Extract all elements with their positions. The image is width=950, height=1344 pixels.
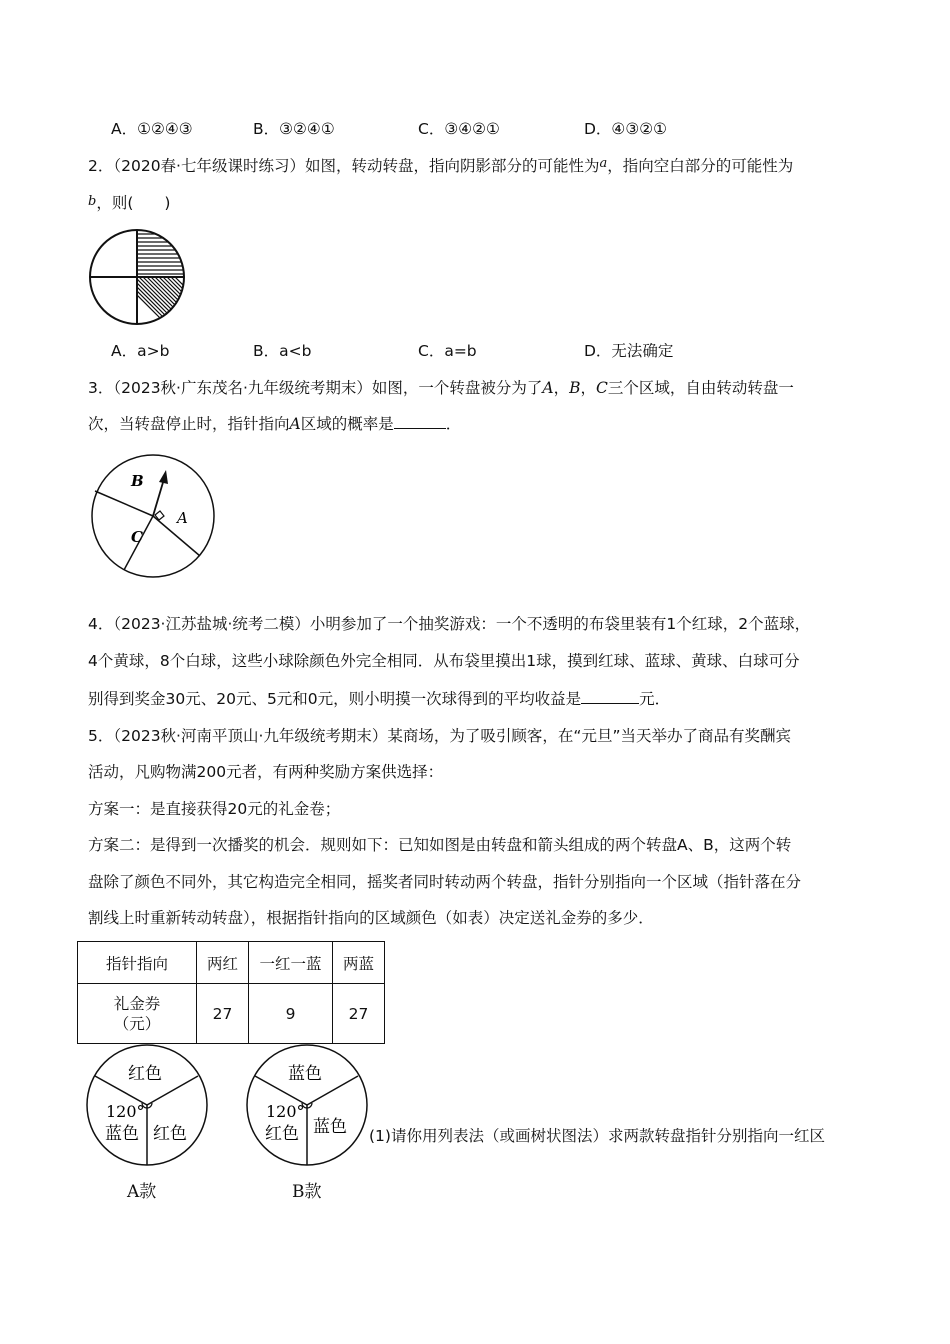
row-label-cell: 礼金券 （元） [78,984,197,1044]
q5-stem-line5: 盘除了颜色不同外，其它构造完全相同，摇奖者同时转动两个转盘，指针分别指向一个区域（指针落在分 [88,873,802,891]
header-cell: 两蓝 [333,942,385,984]
var-a: a [599,156,608,171]
var-b: b [88,194,97,209]
header-cell: 两红 [197,942,249,984]
q5-stem-line1: 5．（2023秋·河南平顶山·九年级统考期末）某商场，为了吸引顾客，在“元旦”当天举办了商品有奖酬宾 [88,727,791,745]
answer-blank [394,414,446,429]
spinner-b-angle-label: 120° [266,1102,305,1121]
value-cell: 9 [249,984,333,1044]
q2-spinner-figure [86,226,188,328]
table-header-row [78,942,385,984]
q4-stem-line3: 别得到奖金30元、20元、5元和0元，则小明摸一次球得到的平均收益是 元． [88,690,671,708]
q4-stem-line2: 4个黄球，8个白球，这些小球除颜色外完全相同．从布袋里摸出1球，摸到红球、蓝球、黄球、白球可分 [88,652,800,670]
label-b: B [131,472,144,490]
label-a: A [177,509,188,527]
spinner-a-left-label: 蓝色 [105,1124,139,1144]
spinner-b-right-label: 蓝色 [313,1117,347,1137]
diagonal-hatch-sector [119,277,185,328]
q3-spinner-figure [88,452,218,582]
spinner-a-top-label: 红色 [128,1064,162,1084]
q4-stem-line1: 4．（2023·江苏盐城·统考二模）小明参加了一个抽奖游戏：一个不透明的布袋里装有1个红球，2个蓝球， [88,615,811,633]
spinner-a-angle-label: 120° [106,1102,145,1121]
spinner-b-top-label: 蓝色 [288,1064,322,1084]
q1-option-c: C．③④②① [418,120,500,138]
q2-option-b: B．a<b [253,342,312,360]
header-cell: 指针指向 [78,942,197,984]
value-cell: 27 [333,984,385,1044]
spinner-b-caption: B款 [292,1182,322,1202]
spinner-b-figure [244,1044,372,1172]
label-c: C [131,528,143,546]
spinner-b-left-label: 红色 [265,1124,299,1144]
table-row [78,984,385,1044]
spinner-a-figure [84,1044,212,1172]
q1-option-b: B．③②④① [253,120,335,138]
q2-option-d: D．无法确定 [584,342,674,360]
q2-option-a: A．a>b [111,342,170,360]
q3-stem-line1: 3．（2023秋·广东茂名·九年级统考期末）如图，一个转盘被分为了A，B，C三个区域，自由转动转盘一 [88,379,794,397]
q2-option-c: C．a=b [418,342,477,360]
header-cell: 一红一蓝 [249,942,333,984]
q1-option-a: A．①②④③ [111,120,193,138]
q5-stem-line3: 方案一：是直接获得20元的礼金卷； [88,800,341,818]
reward-table [77,941,385,1044]
pointer-arrow-icon [159,470,168,484]
q5-stem-line4: 方案二：是得到一次播奖的机会．规则如下：已知如图是由转盘和箭头组成的两个转盘A、B，这两个转 [88,836,792,854]
q2-stem-line1: 2．（2020春·七年级课时练习）如图，转动转盘，指向阴影部分的可能性为$^a$，指向空白部分的可能性为 [88,156,794,175]
q5-stem-line2: 活动，凡购物满200元者，有两种奖励方案供选择： [88,763,444,781]
answer-blank [581,689,639,704]
spinner-a-right-label: 红色 [153,1124,187,1144]
value-cell: 27 [197,984,249,1044]
q5-stem-line6: 割线上时重新转动转盘），根据指针指向的区域颜色（如表）决定送礼金券的多少． [88,909,654,927]
q5-subquestion-1: (1)请你用列表法（或画树状图法）求两款转盘指针分别指向一红区 [369,1127,825,1145]
spinner-a-caption: A款 [127,1182,157,1202]
q2-stem-line2: b，则( ) [88,194,171,212]
q1-option-d: D．④③②① [584,120,668,138]
q3-stem-line2: 次，当转盘停止时，指针指向A区域的概率是 ． [88,415,462,433]
